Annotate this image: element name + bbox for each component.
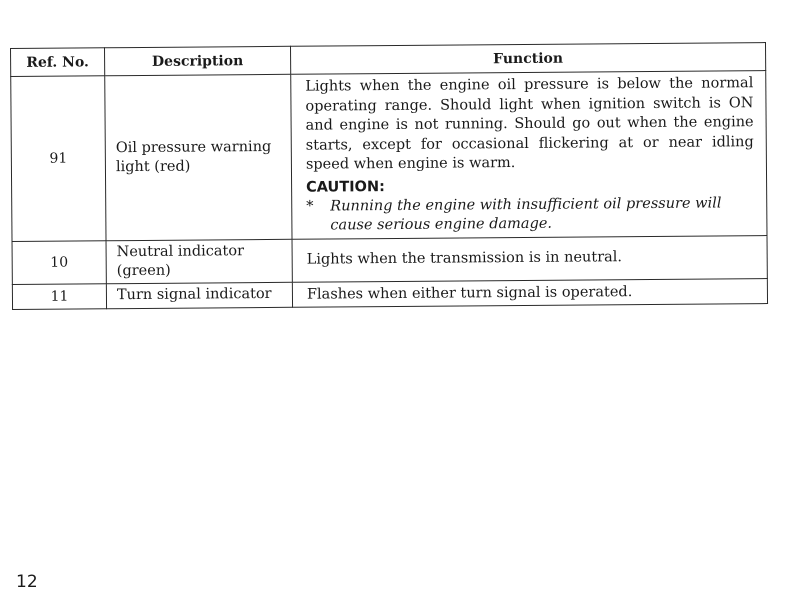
header-function: Function — [290, 43, 765, 75]
caution-note — [306, 194, 754, 237]
caution-title: CAUTION: — [306, 178, 385, 196]
function-text: Lights when the engine oil pressure is below the normal operating range. Should light when ignition switch is ON and engine is not running. Should go out when the engine starts, except for occasional flickering at or near idling speed when engine is warm. — [305, 75, 754, 173]
table-row — [12, 235, 767, 284]
table-row — [12, 278, 767, 309]
caution-text: Running the engine with insufficient oil pressure will cause serious engine damage. — [330, 194, 722, 234]
function-cell — [291, 71, 767, 239]
page-number: 12 — [16, 572, 38, 592]
indicator-table-container — [10, 42, 768, 310]
table-row — [11, 71, 767, 241]
function-cell: Lights when the transmission is in neutral. — [292, 235, 767, 282]
indicator-table — [10, 42, 768, 310]
description-cell: Neutral indicator (green) — [106, 239, 292, 283]
header-description: Description — [105, 46, 291, 75]
description-cell: Turn signal indicator — [106, 282, 292, 309]
ref-number: 11 — [12, 283, 106, 309]
caution-bullet: * — [306, 198, 314, 215]
description-cell: Oil pressure warning light (red) — [105, 74, 292, 240]
ref-number: 10 — [12, 240, 106, 284]
function-cell: Flashes when either turn signal is operated. — [292, 278, 767, 307]
header-ref-no: Ref. No. — [11, 48, 105, 77]
ref-number: 91 — [11, 76, 106, 241]
